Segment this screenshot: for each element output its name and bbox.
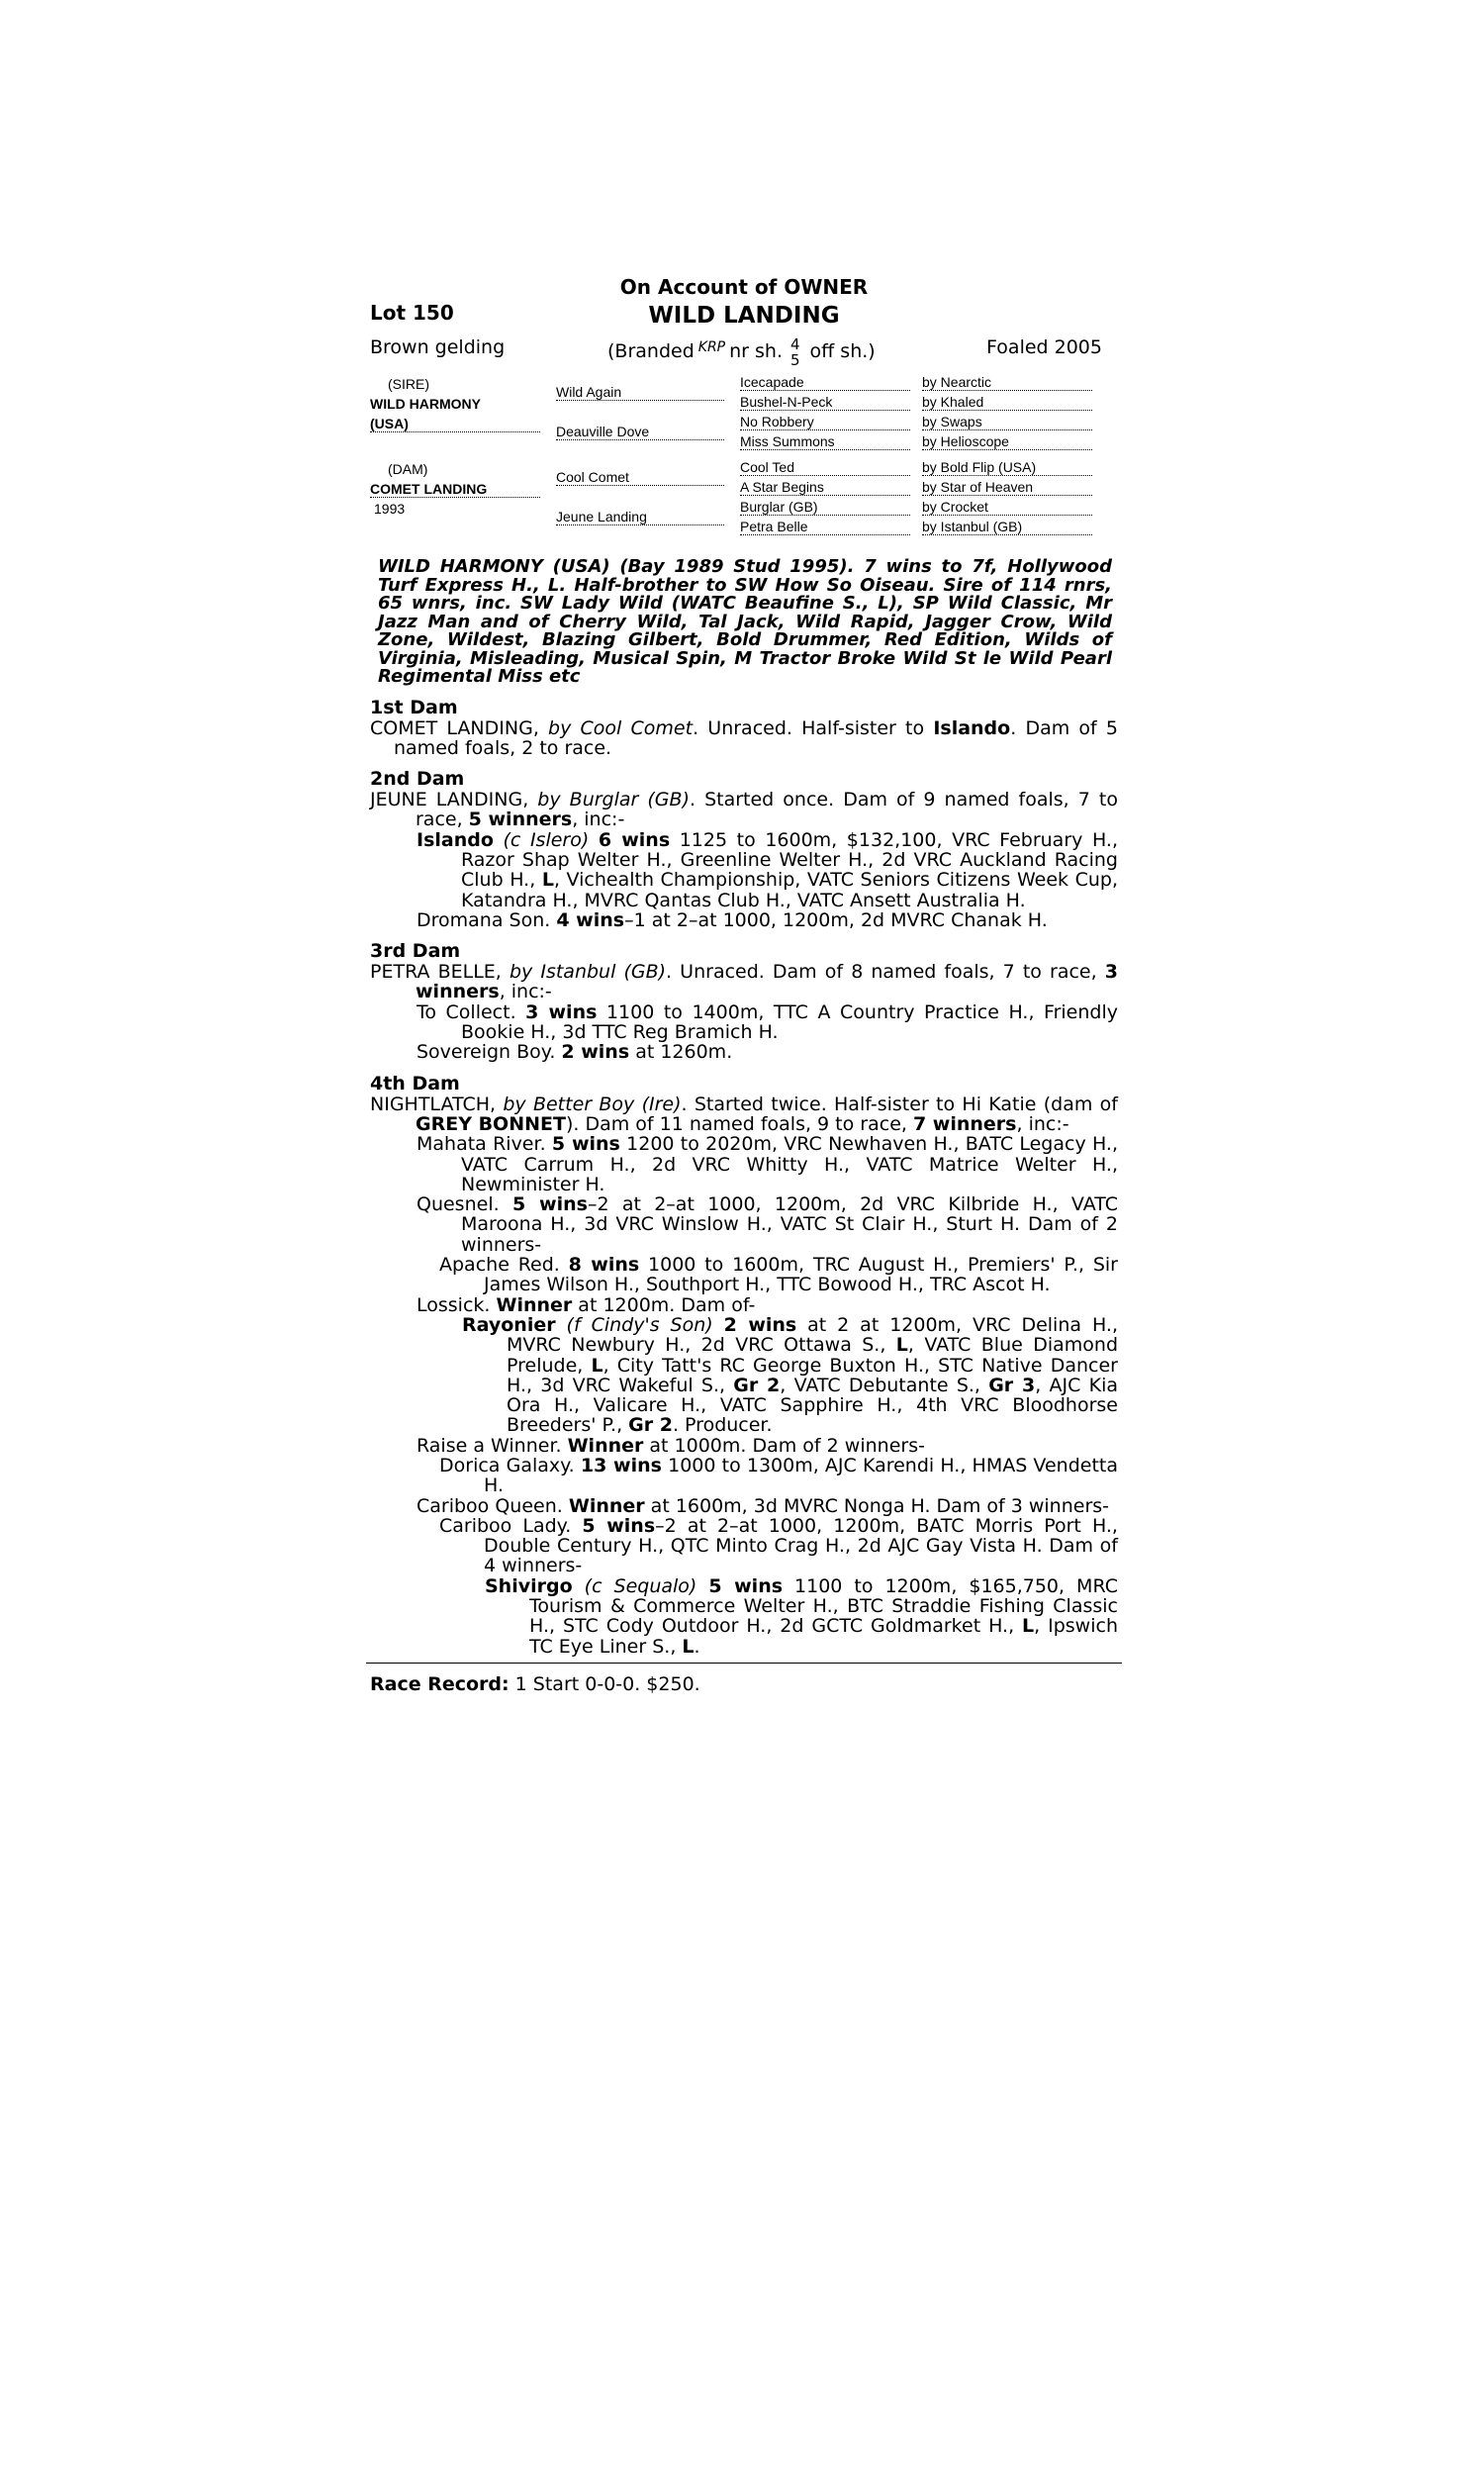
dam-text: , inc:-: [499, 981, 552, 1003]
dam-highlight: 5 winners: [468, 809, 573, 831]
gen4-8: by Istanbul (GB): [922, 519, 1092, 535]
dam-sire: by Burglar (GB): [537, 789, 690, 811]
brand-near: nr sh.: [729, 340, 783, 362]
gen4-7: by Crocket: [922, 499, 1092, 516]
dam-highlight: GREY BONNET: [416, 1112, 566, 1135]
race-record-value: 1 Start 0-0-0. $250.: [509, 1672, 700, 1695]
listed-mark: L: [895, 1334, 908, 1357]
second-dam-entry: [370, 790, 1118, 830]
pedigree-table: [370, 374, 1118, 548]
progeny-name: Apache Red.: [439, 1254, 569, 1277]
progeny-text: at 1200m. Dam of-: [572, 1293, 756, 1316]
progeny-name: To Collect.: [417, 1000, 526, 1023]
progeny-wins: Winner: [496, 1293, 573, 1316]
gen3-3: No Robbery: [740, 414, 910, 430]
progeny-text: –2 at 2–at 1000, 1200m, BATC Morris Port H., Double Century H., QTC Minto Crag H., 2d AJC Gay Vista H. Dam of 4 winners-: [484, 1514, 1118, 1577]
progeny-name: Raise a Winner.: [417, 1434, 568, 1457]
progeny-text: 1100 to 1400m, TTC A Country Practice H., Friendly Bookie H., 3d TTC Reg Bramich H.: [461, 1000, 1119, 1044]
brand-mark: KRP: [697, 339, 726, 355]
sire-country: (USA): [370, 416, 540, 432]
progeny-lossick: [370, 1295, 1118, 1315]
gen4-5: by Bold Flip (USA): [922, 459, 1092, 476]
progeny-wins: Winner: [568, 1494, 645, 1517]
progeny-cariboo-queen: [370, 1496, 1118, 1516]
progeny-name: Dorica Galaxy.: [439, 1455, 581, 1476]
gen3-8: Petra Belle: [740, 519, 910, 535]
progeny-name: Lossick.: [417, 1293, 497, 1316]
gen3-1: Icecapade: [740, 374, 910, 391]
brand-fraction: [790, 336, 800, 368]
progeny-sire: (f Cindy's Son): [566, 1313, 713, 1336]
progeny-wins: 5 wins: [551, 1133, 620, 1156]
dam-text: . Started twice. Half-sister to Hi Katie (dam of: [681, 1093, 1118, 1115]
progeny-name: Dromana Son.: [417, 908, 557, 931]
brand-off: off sh.): [809, 340, 876, 362]
dam-sire: by Istanbul (GB): [509, 961, 667, 984]
gen3-7: Burglar (GB): [740, 499, 910, 516]
gen3-6: A Star Begins: [740, 479, 910, 496]
progeny-text: 1000 to 1300m, AJC Karendi H., HMAS Vendetta H.: [484, 1455, 1118, 1497]
dam-name: PETRA BELLE,: [370, 961, 502, 984]
second-dam-heading: 2nd Dam: [370, 768, 465, 791]
dam-name: COMET LANDING: [370, 481, 540, 498]
progeny-wins: Winner: [567, 1434, 644, 1457]
progeny-wins: 5 wins: [582, 1514, 656, 1537]
dam-sire: by Cool Comet: [548, 716, 694, 739]
progeny-wins: 5 wins: [511, 1193, 588, 1216]
listed-mark: L: [591, 1354, 603, 1377]
lot-row: [370, 301, 1118, 331]
sire-tag: (SIRE): [388, 376, 429, 392]
first-dam-heading: 1st Dam: [370, 696, 458, 718]
race-record: [370, 1673, 1118, 1695]
progeny-wins: 6 wins: [598, 828, 671, 851]
gen2-sire-dam: Deauville Dove: [556, 424, 724, 440]
progeny-wins: 2 wins: [723, 1313, 797, 1336]
progeny-wins: 3 wins: [525, 1000, 598, 1023]
divider: [366, 1663, 1122, 1664]
dam-tag: (DAM): [388, 461, 428, 477]
lot-number: Lot 150: [370, 301, 454, 325]
progeny-sire: (c Islero): [503, 828, 590, 851]
dam-year: 1993: [374, 501, 406, 517]
dam-highlight: 7 winners: [912, 1112, 1017, 1135]
dam-text: . Started once. Dam of 9 named foals, 7 to race,: [416, 789, 1118, 831]
gen3-4: Miss Summons: [740, 433, 910, 450]
progeny-name: Rayonier: [462, 1313, 556, 1336]
third-dam-heading: 3rd Dam: [370, 940, 461, 963]
progeny-name: Cariboo Queen.: [417, 1494, 569, 1517]
progeny-text: –1 at 2–at 1000, 1200m, 2d MVRC Chanak H.: [624, 908, 1048, 931]
brand-open: (Branded: [607, 340, 695, 362]
progeny-text: at 1000m. Dam of 2 winners-: [643, 1434, 925, 1457]
progeny-text: , VATC Debutante S.,: [780, 1374, 989, 1396]
progeny-shivirgo: [370, 1576, 1118, 1657]
progeny-sovereign-boy: [370, 1042, 1118, 1062]
progeny-wins: 13 wins: [580, 1455, 662, 1476]
gen2-dam-dam: Jeune Landing: [556, 509, 724, 525]
gen4-2: by Khaled: [922, 394, 1092, 411]
sire-name: WILD HARMONY: [370, 396, 481, 412]
dam-text: . Unraced. Half-sister to: [693, 716, 934, 739]
progeny-mahata-river: [370, 1134, 1118, 1194]
progeny-text: 1100 to 1200m, $165,750, MRC Tourism & Commerce Welter H., BTC Straddie Fishing Classic H., STC Cody Outdoor H., 2d GCTC Goldmarket H.,: [529, 1574, 1118, 1638]
gen3-5: Cool Ted: [740, 459, 910, 476]
dam-text: . Dam of 5 named foals, 2 to race.: [394, 716, 1118, 759]
progeny-text: , Ipswich TC Eye Liner S.,: [529, 1615, 1118, 1658]
gen4-6: by Star of Heaven: [922, 479, 1092, 496]
group-mark: Gr 2: [733, 1374, 781, 1396]
progeny-sire: (c Sequalo): [584, 1574, 697, 1597]
progeny-text: at 1600m, 3d MVRC Nonga H. Dam of 3 winners-: [644, 1494, 1110, 1517]
progeny-text: 1200 to 2020m, VRC Newhaven H., BATC Legacy H., VATC Carrum H., 2d VRC Whitty H., VATC Matrice Welter H., Newminister H.: [461, 1133, 1118, 1195]
fourth-dam-heading: 4th Dam: [370, 1072, 460, 1094]
brand-info: [607, 336, 876, 368]
dam-name: JEUNE LANDING,: [370, 789, 529, 811]
progeny-to-collect: [370, 1002, 1118, 1043]
sire-summary: WILD HARMONY (USA) (Bay 1989 Stud 1995). 7 wins to 7f, Hollywood Turf Express H., L. Half-brother to SW How So Oiseau. Sire of 114 rnrs, 65 wnrs, inc. SW Lady Wild (WATC Beaufine S., L), SP Wild Classic, Mr Jazz Man and of Cherry Wild, Tal Jack, Wild Rapid, Jagger Crow, Wild Zone, Wildest, Blazing Gilbert, Bold Drummer, Red Edition, Wilds of Virginia, Misleading, Musical Spin, M Tractor Broke Wild St le Wild Pearl Regimental Miss etc: [378, 556, 1112, 687]
progeny-apache-red: [370, 1255, 1118, 1295]
dam-text: , inc:-: [1016, 1112, 1069, 1135]
horse-name: WILD LANDING: [648, 303, 840, 329]
progeny-text: .: [694, 1635, 700, 1658]
progeny-text: –2 at 2–at 1000, 1200m, 2d VRC Kilbride H., VATC Maroona H., 3d VRC Winslow H., VATC St Clair H., Sturt H. Dam of 2 winners-: [461, 1193, 1118, 1256]
progeny-text: , VATC Blue Diamond Prelude,: [507, 1334, 1118, 1377]
gen4-1: by Nearctic: [922, 374, 1092, 391]
account-heading: On Account of OWNER: [619, 275, 869, 299]
progeny-islando: [370, 830, 1118, 910]
progeny-quesnel: [370, 1194, 1118, 1255]
dam-highlight: Islando: [933, 716, 1011, 739]
listed-mark: L: [541, 869, 554, 892]
listed-mark: L: [1022, 1615, 1035, 1638]
progeny-text: 1000 to 1600m, TRC August H., Premiers' P., Sir James Wilson H., Southport H., TTC Bowood H., TRC Ascot H.: [484, 1254, 1118, 1296]
dam-text: , inc:-: [572, 809, 625, 831]
gen2-dam-sire: Cool Comet: [556, 469, 724, 486]
progeny-text: at 2 at 1200m, VRC Delina H., MVRC Newbury H., 2d VRC Ottawa S.,: [507, 1313, 1118, 1357]
dam-name: NIGHTLATCH,: [370, 1093, 497, 1115]
progeny-text: at 1260m.: [629, 1041, 733, 1064]
gen2-sire-sire: Wild Again: [556, 384, 724, 401]
gen3-2: Bushel-N-Peck: [740, 394, 910, 411]
gen4-4: by Helioscope: [922, 433, 1092, 450]
progeny-raise-a-winner: [370, 1436, 1118, 1456]
progeny-cariboo-lady: [370, 1516, 1118, 1576]
progeny-text: , AJC Kia Ora H., Valicare H., VATC Sapphire H., 4th VRC Bloodhorse Breeders' P.,: [507, 1374, 1118, 1437]
progeny-text: , City Tatt's RC George Buxton H., STC Native Dancer H., 3d VRC Wakeful S.,: [507, 1354, 1118, 1396]
progeny-name: Islando: [417, 828, 494, 851]
progeny-text: 1125 to 1600m, $132,100, VRC February H., Razor Shap Welter H., Greenline Welter H., 2d VRC Auckland Racing Club H.,: [461, 828, 1118, 892]
brand-frac-top: 4: [790, 335, 800, 353]
progeny-name: Sovereign Boy.: [417, 1041, 562, 1064]
progeny-name: Shivirgo: [485, 1574, 573, 1597]
first-dam-entry: [370, 718, 1118, 759]
dam-highlight: 3 winners: [416, 961, 1118, 1003]
race-record-label: Race Record:: [370, 1672, 510, 1695]
dam-name: COMET LANDING,: [370, 716, 539, 739]
group-mark: Gr 2: [628, 1414, 673, 1437]
foaled-year: Foaled 2005: [986, 336, 1102, 358]
progeny-wins: 4 wins: [556, 908, 625, 931]
dam-text: ). Dam of 11 named foals, 9 to race,: [565, 1112, 913, 1135]
dam-sire: by Better Boy (Ire): [503, 1093, 682, 1115]
listed-mark: L: [682, 1635, 695, 1658]
gen4-3: by Swaps: [922, 414, 1092, 430]
catalogue-page: [370, 273, 1118, 1695]
fourth-dam-entry: [370, 1094, 1118, 1135]
progeny-name: Quesnel.: [417, 1193, 512, 1216]
progeny-text: , Vichealth Championship, VATC Seniors Citizens Week Cup, Katandra H., MVRC Qantas Club H., VATC Ansett Australia H.: [461, 869, 1118, 911]
dam-text: . Unraced. Dam of 8 named foals, 7 to race,: [666, 961, 1105, 984]
group-mark: Gr 3: [988, 1374, 1036, 1396]
brand-frac-bottom: 5: [790, 351, 800, 369]
progeny-dromana-son: [370, 910, 1118, 930]
progeny-name: Cariboo Lady.: [439, 1514, 583, 1537]
progeny-rayonier: [370, 1315, 1118, 1436]
description-row: [370, 331, 1118, 370]
third-dam-entry: [370, 962, 1118, 1002]
progeny-wins: 8 wins: [568, 1254, 640, 1277]
sex-colour: Brown gelding: [370, 336, 506, 358]
progeny-text: . Producer.: [672, 1414, 773, 1437]
progeny-wins: 5 wins: [708, 1574, 784, 1597]
progeny-dorica-galaxy: [370, 1456, 1118, 1496]
progeny-wins: 2 wins: [561, 1041, 630, 1064]
progeny-name: Mahata River.: [417, 1133, 552, 1156]
